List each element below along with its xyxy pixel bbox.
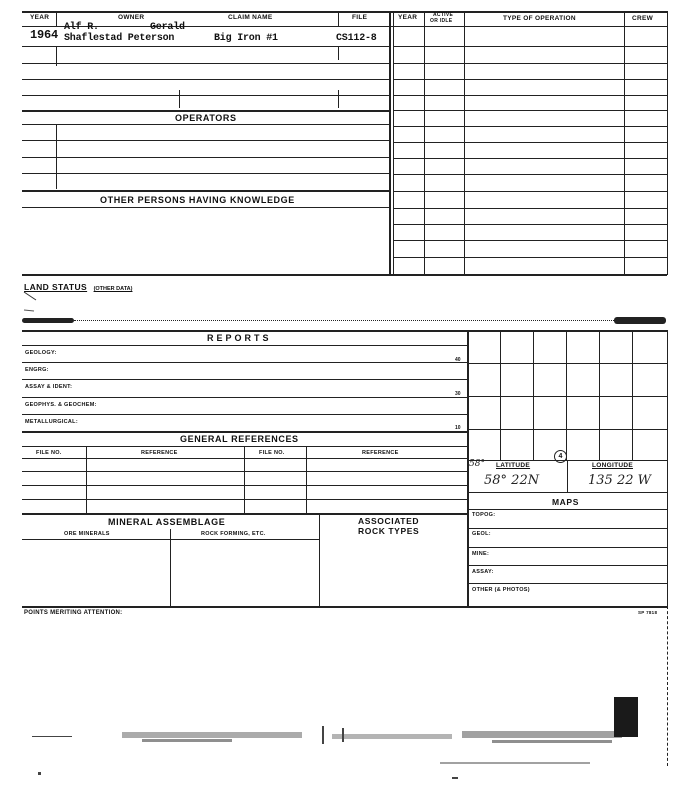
- entry-year: 1964: [30, 28, 59, 42]
- smudge-right: [614, 317, 666, 324]
- ref-col-divider: [244, 446, 245, 513]
- maps-row-line: [467, 547, 667, 548]
- rock-forming-header: ROCK FORMING, ETC.: [201, 531, 266, 537]
- grid-col: [533, 330, 534, 460]
- report-row-line: [22, 414, 467, 415]
- operation-row-line: [393, 224, 667, 225]
- mineral-col-divider: [170, 529, 171, 606]
- other-persons-underline: [22, 207, 389, 208]
- associated-title-2: ROCK TYPES: [358, 526, 420, 536]
- reports-top-line: [22, 330, 667, 332]
- maps-mine: MINE:: [472, 551, 490, 557]
- grid-row: [467, 396, 667, 397]
- maps-other: OTHER (& PHOTOS): [472, 587, 530, 593]
- operation-row-line: [393, 208, 667, 209]
- circled-number: 4: [554, 450, 567, 463]
- report-metallurgical: METALLURGICAL:: [25, 419, 78, 425]
- header-owner: OWNER: [118, 14, 145, 21]
- report-geology: GEOLOGY:: [25, 350, 57, 356]
- latitude-prefix: 58°: [469, 459, 485, 469]
- scan-noise-band: [22, 722, 667, 750]
- points-top-line: [22, 606, 667, 608]
- header-year-2: YEAR: [398, 14, 418, 21]
- header-or-idle: OR IDLE: [430, 18, 453, 24]
- header-crew: CREW: [632, 15, 654, 22]
- operators-top-line: [22, 110, 389, 112]
- header-file: FILE: [352, 14, 368, 21]
- right-panel-border-right: [667, 330, 668, 606]
- entry-owner-line1: Alf R.: [64, 22, 99, 33]
- operation-row-line: [393, 158, 667, 159]
- active-column-divider: [464, 11, 465, 275]
- maps-assay: ASSAY:: [472, 569, 494, 575]
- owner-col-mark: [338, 90, 339, 108]
- latlon-divider: [567, 460, 568, 492]
- ore-minerals-header: ORE MINERALS: [64, 531, 110, 537]
- owner-row-line: [22, 46, 389, 47]
- general-references-top-line: [22, 431, 467, 433]
- operators-col: [56, 124, 57, 189]
- main-vertical-divider-2: [393, 11, 394, 275]
- operators-row-line: [22, 157, 389, 158]
- grid-col: [632, 330, 633, 460]
- operation-row-line: [393, 191, 667, 192]
- margin-number-30: 30: [455, 391, 461, 397]
- form-code: SP 7818: [638, 610, 658, 615]
- owner-col-mark: [56, 46, 57, 66]
- bottom-speck: [452, 777, 458, 779]
- report-row-line: [22, 379, 467, 380]
- maps-row-line: [467, 583, 667, 584]
- margin-number-40: 40: [455, 357, 461, 363]
- operation-row-line: [393, 63, 667, 64]
- operators-title-underline: [22, 124, 389, 125]
- land-status-title: LAND STATUS: [24, 282, 88, 292]
- report-row-line: [22, 397, 467, 398]
- crew-column-divider: [624, 11, 625, 275]
- grid-col: [599, 330, 600, 460]
- right-border: [667, 11, 668, 275]
- maps-underline: [467, 509, 667, 510]
- points-meriting-attention: POINTS MERITING ATTENTION:: [24, 610, 123, 616]
- maps-topog: TOPOG:: [472, 512, 496, 518]
- ref-header-reference-2: REFERENCE: [362, 450, 399, 456]
- maps-title: MAPS: [552, 497, 579, 507]
- owner-col-mark: [338, 46, 339, 60]
- land-status-divider: [74, 320, 614, 321]
- owner-col-mark: [179, 90, 180, 108]
- operation-row-line: [393, 95, 667, 96]
- ref-col-divider: [306, 446, 307, 513]
- reports-title-underline: [22, 345, 467, 346]
- maps-row-line: [467, 565, 667, 566]
- operators-row-line: [22, 173, 389, 174]
- reports-title: REPORTS: [207, 333, 272, 343]
- bottom-speck: [38, 772, 41, 775]
- land-status-sub: (OTHER DATA): [93, 286, 133, 292]
- entry-file: CS112-8: [336, 33, 377, 44]
- header-active: ACTIVE: [433, 12, 454, 18]
- latitude-value: 58° 22N: [484, 473, 540, 488]
- operation-row-line: [393, 174, 667, 175]
- ref-header-file-no: FILE NO.: [36, 450, 62, 456]
- entry-owner-line1b: Gerald: [150, 22, 185, 33]
- report-geophys: GEOPHYS. & GEOCHEM:: [25, 402, 97, 408]
- grid-col: [566, 330, 567, 460]
- header-bottom-line: [22, 26, 667, 27]
- top-border: [22, 11, 667, 13]
- general-references-title: GENERAL REFERENCES: [180, 434, 299, 444]
- pencil-mark: [22, 288, 52, 318]
- operators-title: OPERATORS: [175, 113, 237, 123]
- other-persons-top-line: [22, 190, 389, 192]
- grid-col: [500, 330, 501, 460]
- operators-row-line: [22, 140, 389, 141]
- ref-col-divider: [86, 446, 87, 513]
- grid-row: [467, 429, 667, 430]
- maps-row-line: [467, 528, 667, 529]
- associated-title-1: ASSOCIATED: [358, 516, 420, 526]
- latitude-label: LATITUDE: [496, 462, 531, 469]
- black-tab-mark: [614, 697, 638, 737]
- mineral-col-divider: [319, 513, 320, 606]
- mineral-top-line: [22, 513, 467, 515]
- header-divider: [338, 11, 339, 26]
- owner-row-line: [22, 79, 389, 80]
- bottom-speck: [440, 762, 590, 764]
- main-vertical-divider: [389, 11, 391, 275]
- ref-header-file-no-2: FILE NO.: [259, 450, 285, 456]
- operation-row-line: [393, 142, 667, 143]
- longitude-value: 135 22 W: [588, 473, 651, 488]
- entry-claim: Big Iron #1: [214, 33, 278, 44]
- mineral-assemblage-title: MINERAL ASSEMBLAGE: [108, 517, 226, 527]
- report-assay: ASSAY & IDENT:: [25, 384, 73, 390]
- operation-row-line: [393, 79, 667, 80]
- ref-header-reference: REFERENCE: [141, 450, 178, 456]
- entry-owner-line2: Shaflestad Peterson: [64, 33, 175, 44]
- smudge-left: [22, 318, 74, 323]
- operation-row-line: [393, 126, 667, 127]
- header-divider: [56, 11, 57, 26]
- year-column-divider: [424, 11, 425, 275]
- maps-geol: GEOL:: [472, 531, 491, 537]
- right-edge-dashed: [667, 606, 668, 766]
- grid-row: [467, 363, 667, 364]
- other-persons-title: OTHER PERSONS HAVING KNOWLEDGE: [100, 195, 295, 205]
- owner-row-line: [22, 63, 389, 64]
- operation-row-line: [393, 46, 667, 47]
- operation-row-line: [393, 257, 667, 258]
- top-section-bottom-line: [22, 274, 667, 276]
- longitude-label: LONGITUDE: [592, 462, 633, 469]
- header-type-of-operation: TYPE OF OPERATION: [503, 15, 576, 22]
- operation-row-line: [393, 110, 667, 111]
- header-claim-name: CLAIM NAME: [228, 14, 273, 21]
- latlon-bottom-line: [467, 492, 667, 493]
- owner-row-line: [22, 95, 389, 96]
- operation-row-line: [393, 240, 667, 241]
- report-engrg: ENGRG:: [25, 367, 49, 373]
- margin-number-10: 10: [455, 425, 461, 431]
- header-year: YEAR: [30, 14, 50, 21]
- report-row-line: [22, 362, 467, 363]
